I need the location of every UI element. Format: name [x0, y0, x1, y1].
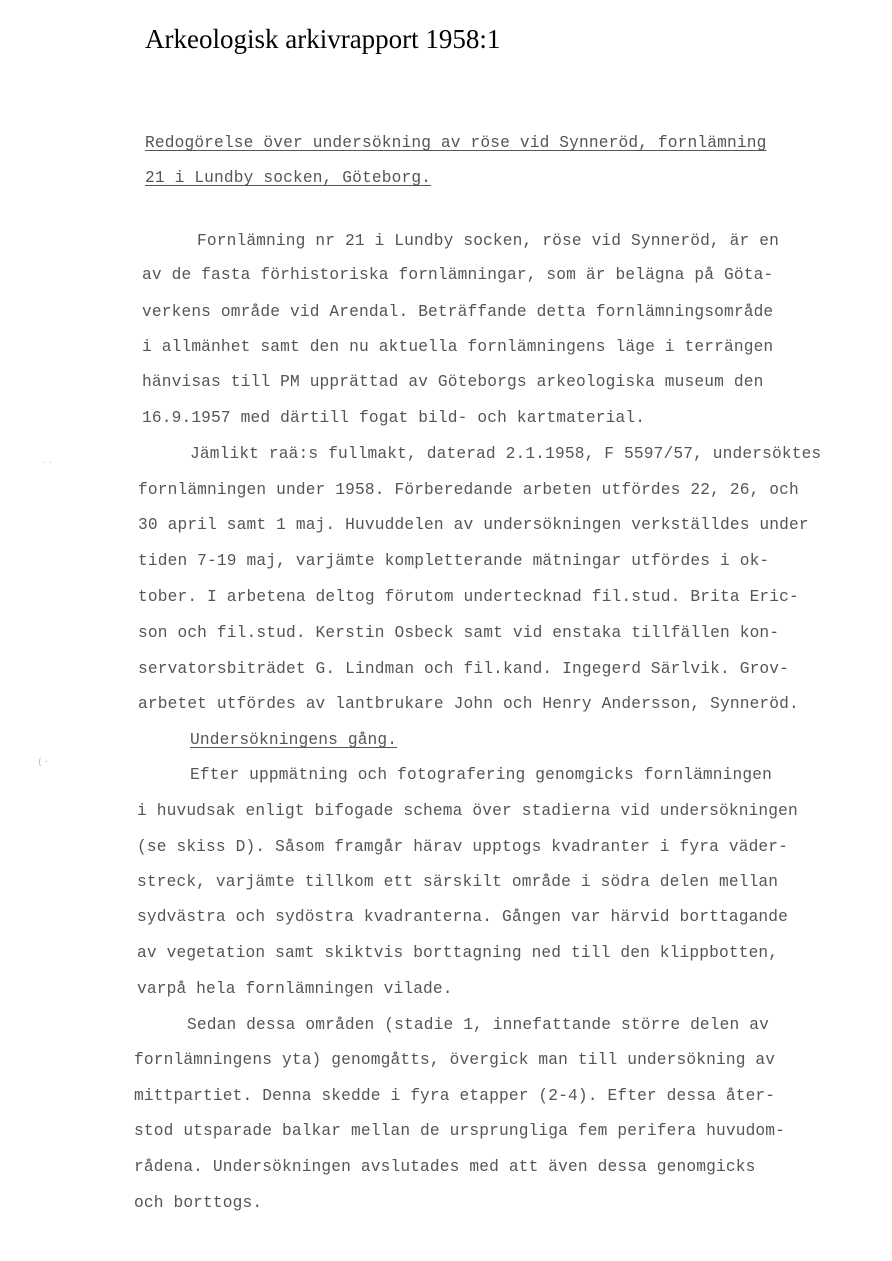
paragraph-2-line: servatorsbiträdet G. Lindman och fil.kand. Ingegerd Särlvik. Grov- — [138, 660, 790, 678]
paragraph-2-line: fornlämningen under 1958. Förberedande arbeten utfördes 22, 26, och — [138, 481, 799, 499]
paragraph-3-line: varpå hela fornlämningen vilade. — [137, 980, 453, 998]
paragraph-3-line: Efter uppmätning och fotografering genomgicks fornlämningen — [190, 766, 772, 784]
paragraph-4-line: och borttogs. — [134, 1194, 263, 1212]
paragraph-4-line: Sedan dessa områden (stadie 1, innefattande större delen av — [187, 1016, 769, 1034]
paragraph-2-line: tiden 7-19 maj, varjämte kompletterande mätningar utfördes i ok- — [138, 552, 770, 570]
section-subheading: Undersökningens gång. — [190, 731, 398, 749]
paragraph-1-line: Fornlämning nr 21 i Lundby socken, röse vid Synneröd, är en — [197, 232, 779, 250]
paragraph-2-line: son och fil.stud. Kerstin Osbeck samt vid enstaka tillfällen kon- — [138, 624, 780, 642]
scan-speck: · · — [42, 458, 52, 469]
paragraph-4-line: rådena. Undersökningen avslutades med att även dessa genomgicks — [134, 1158, 756, 1176]
paragraph-1-line: hänvisas till PM upprättad av Göteborgs arkeologiska museum den — [142, 373, 764, 391]
report-heading-line: 21 i Lundby socken, Göteborg. — [145, 169, 432, 187]
paragraph-3-line: sydvästra och sydöstra kvadranterna. Gången var härvid borttagande — [137, 908, 789, 926]
paragraph-3-line: (se skiss D). Såsom framgår härav upptogs kvadranter i fyra väder- — [137, 838, 789, 856]
paragraph-2-line: Jämlikt raä:s fullmakt, daterad 2.1.1958, F 5597/57, undersöktes — [190, 445, 822, 463]
report-heading-line: Redogörelse över undersökning av röse vid Synneröd, fornlämning — [145, 134, 767, 152]
paragraph-4-line: stod utsparade balkar mellan de ursprungliga fem perifera huvudom- — [134, 1122, 786, 1140]
paragraph-2-line: tober. I arbetena deltog förutom undertecknad fil.stud. Brita Eric- — [138, 588, 799, 606]
archive-report-title: Arkeologisk arkivrapport 1958:1 — [145, 24, 501, 54]
paragraph-4-line: fornlämningens yta) genomgåtts, övergick man till undersökning av — [134, 1051, 776, 1069]
paragraph-1-line: 16.9.1957 med därtill fogat bild- och kartmaterial. — [142, 409, 646, 427]
paragraph-3-line: streck, varjämte tillkom ett särskilt område i södra delen mellan — [137, 873, 779, 891]
paragraph-2-line: arbetet utfördes av lantbrukare John och Henry Andersson, Synneröd. — [138, 695, 799, 713]
paragraph-2-line: 30 april samt 1 maj. Huvuddelen av undersökningen verkställdes under — [138, 516, 809, 534]
scan-speck: ( · — [38, 757, 49, 768]
paragraph-4-line: mittpartiet. Denna skedde i fyra etapper (2-4). Efter dessa åter- — [134, 1087, 776, 1105]
paragraph-3-line: i huvudsak enligt bifogade schema över stadierna vid undersökningen — [137, 802, 798, 820]
paragraph-1-line: i allmänhet samt den nu aktuella fornlämningens läge i terrängen — [142, 338, 774, 356]
paragraph-3-line: av vegetation samt skiktvis borttagning ned till den klippbotten, — [137, 944, 779, 962]
paragraph-1-line: verkens område vid Arendal. Beträffande detta fornlämningsområde — [142, 303, 774, 321]
paragraph-1-line: av de fasta förhistoriska fornlämningar, som är belägna på Göta- — [142, 266, 774, 284]
